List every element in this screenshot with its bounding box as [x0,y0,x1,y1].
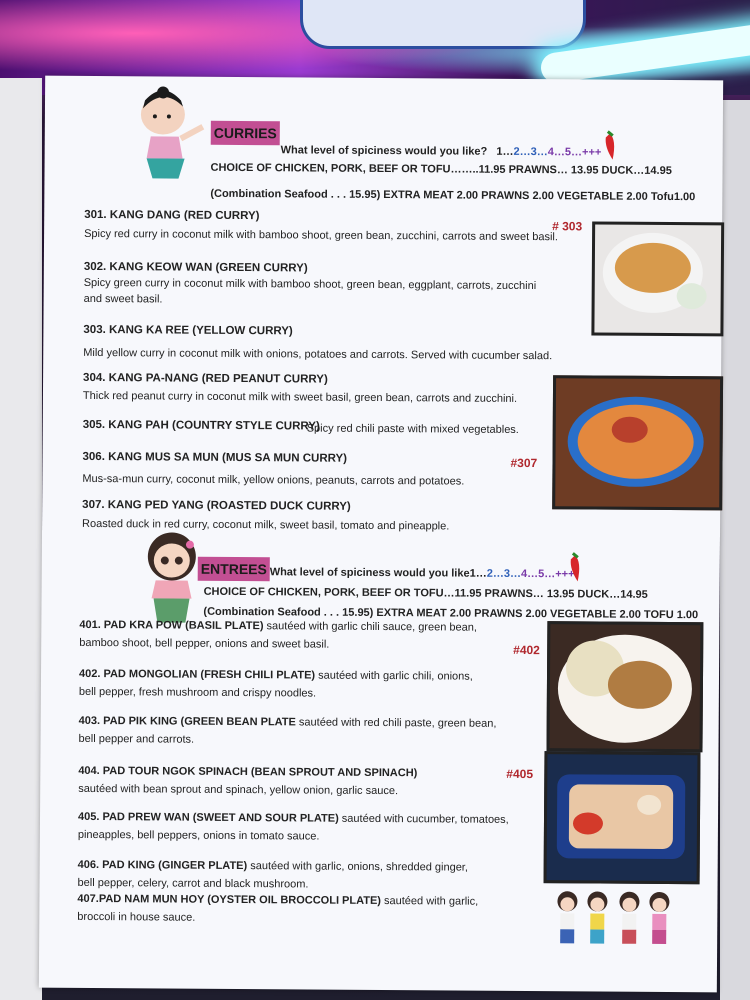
menu-item-407-desc: broccoli in house sauce. [77,910,196,924]
photo-ref-label: #402 [513,642,540,658]
photo-ref-label: #307 [510,455,538,471]
menu-item-404-desc: sautéed with bean sprout and spinach, yellow onion, garlic sauce. [78,782,399,798]
menu-item-304-name: 304. KANG PA-NANG (RED PEANUT CURRY) [83,371,328,386]
curries-choice-prices: CHOICE OF CHICKEN, PORK, BEEF OR TOFU……..11.95 PRAWNS… 13.95 DUCK…14.95 [210,161,672,178]
menu-item-402: 402. PAD MONGOLIAN (FRESH CHILI PLATE) sautéed with garlic chili, onions, [78,667,473,683]
wall-left [0,78,42,1000]
chili-pepper-icon [599,130,621,162]
menu-item-401-desc: bamboo shoot, bell pepper, onions and sweet basil. [79,636,330,651]
menu-item-402-desc: bell pepper, fresh mushroom and crispy noodles. [78,685,317,700]
curries-combo-prices: (Combination Seafood . . . 15.95) EXTRA MEAT 2.00 PRAWNS 2.00 VEGETABLE 2.00 Tofu1.00 [210,187,696,204]
menu-item-406-desc: bell pepper, celery, carrot and black mushroom. [77,876,309,891]
cartoon-kids-illustration [553,887,679,952]
menu-item-305-desc: Spicy red chili paste with mixed vegetables. [306,422,519,436]
dish-photo-307 [552,375,723,510]
chili-pepper-icon [562,551,588,583]
cartoon-boy-illustration [132,86,213,187]
menu-item-405-desc: pineapples, bell peppers, onions in tomato sauce. [77,828,320,843]
dish-photo-303 [591,221,724,336]
menu-item-403-desc: bell pepper and carrots. [78,732,195,746]
entrees-section-title: ENTREES [198,557,270,582]
menu-item-401: 401. PAD KRA POW (BASIL PLATE) sautéed with garlic chili sauce, green bean, [79,618,477,634]
menu-item-301-name: 301. KANG DANG (RED CURRY) [84,208,260,223]
wall-right [720,100,750,1000]
dish-photo-402 [546,621,703,752]
menu-item-306-name: 306. KANG MUS SA MUN (MUS SA MUN CURRY) [82,450,348,465]
menu-page [39,76,723,993]
menu-item-302-desc-1: Spicy green curry in coconut milk with bamboo shoot, green bean, eggplant, carrots, zucchini [83,276,537,293]
entrees-spice-question: What level of spiciness would you like1…2…3…4…5…+++ [269,566,575,581]
menu-item-307-desc: Roasted duck in red curry, coconut milk, sweet basil, tomato and pineapple. [82,517,450,533]
curries-section-title: CURRIES [211,121,280,145]
menu-item-301-desc: Spicy red curry in coconut milk with bamboo shoot, green bean, zucchini, carrots and sweet basil. [84,227,558,244]
menu-item-302-desc-2: and sweet basil. [83,292,163,306]
entrees-choice-prices: CHOICE OF CHICKEN, PORK, BEEF OR TOFU…11.95 PRAWNS… 13.95 DUCK…14.95 [203,585,648,601]
menu-item-307-name: 307. KANG PED YANG (ROASTED DUCK CURRY) [82,498,351,513]
menu-item-303-name: 303. KANG KA REE (YELLOW CURRY) [83,323,293,338]
photo-ref-label: #405 [506,766,534,782]
menu-item-404: 404. PAD TOUR NGOK SPINACH (BEAN SPROUT AND SPINACH) [78,764,418,780]
menu-item-302-name: 302. KANG KEOW WAN (GREEN CURRY) [83,260,308,275]
menu-item-406: 406. PAD KING (GINGER PLATE) sautéed with garlic, onions, shredded ginger, [77,858,468,874]
menu-item-304-desc: Thick red peanut curry in coconut milk with sweet basil, green bean, carrots and zucchini. [82,389,518,405]
menu-item-403: 403. PAD PIK KING (GREEN BEAN PLATE sautéed with red chili paste, green bean, [78,714,497,730]
top-sign [300,0,586,49]
dish-photo-405 [544,751,701,884]
menu-item-405: 405. PAD PREW WAN (SWEET AND SOUR PLATE) sautéed with cucumber, tomatoes, [77,810,509,826]
menu-item-306-desc: Mus-sa-mun curry, coconut milk, yellow onions, peanuts, carrots and potatoes. [82,472,465,488]
menu-item-303-desc: Mild yellow curry in coconut milk with onions, potatoes and carrots. Served with cucumber salad. [83,346,553,363]
menu-item-407: 407.PAD NAM MUN HOY (OYSTER OIL BROCCOLI PLATE) sautéed with garlic, [77,892,479,908]
entrees-combo-prices: (Combination Seafood . . . 15.95) EXTRA MEAT 2.00 PRAWNS 2.00 VEGETABLE 2.00 TOFU 1.00 [203,605,699,622]
menu-item-305-name: 305. KANG PAH (COUNTRY STYLE CURRY) [82,418,320,433]
curries-spice-question: What level of spiciness would you like? 1…2…3…4…5…+++ [280,144,602,159]
photo-ref-label: # 303 [552,219,583,234]
